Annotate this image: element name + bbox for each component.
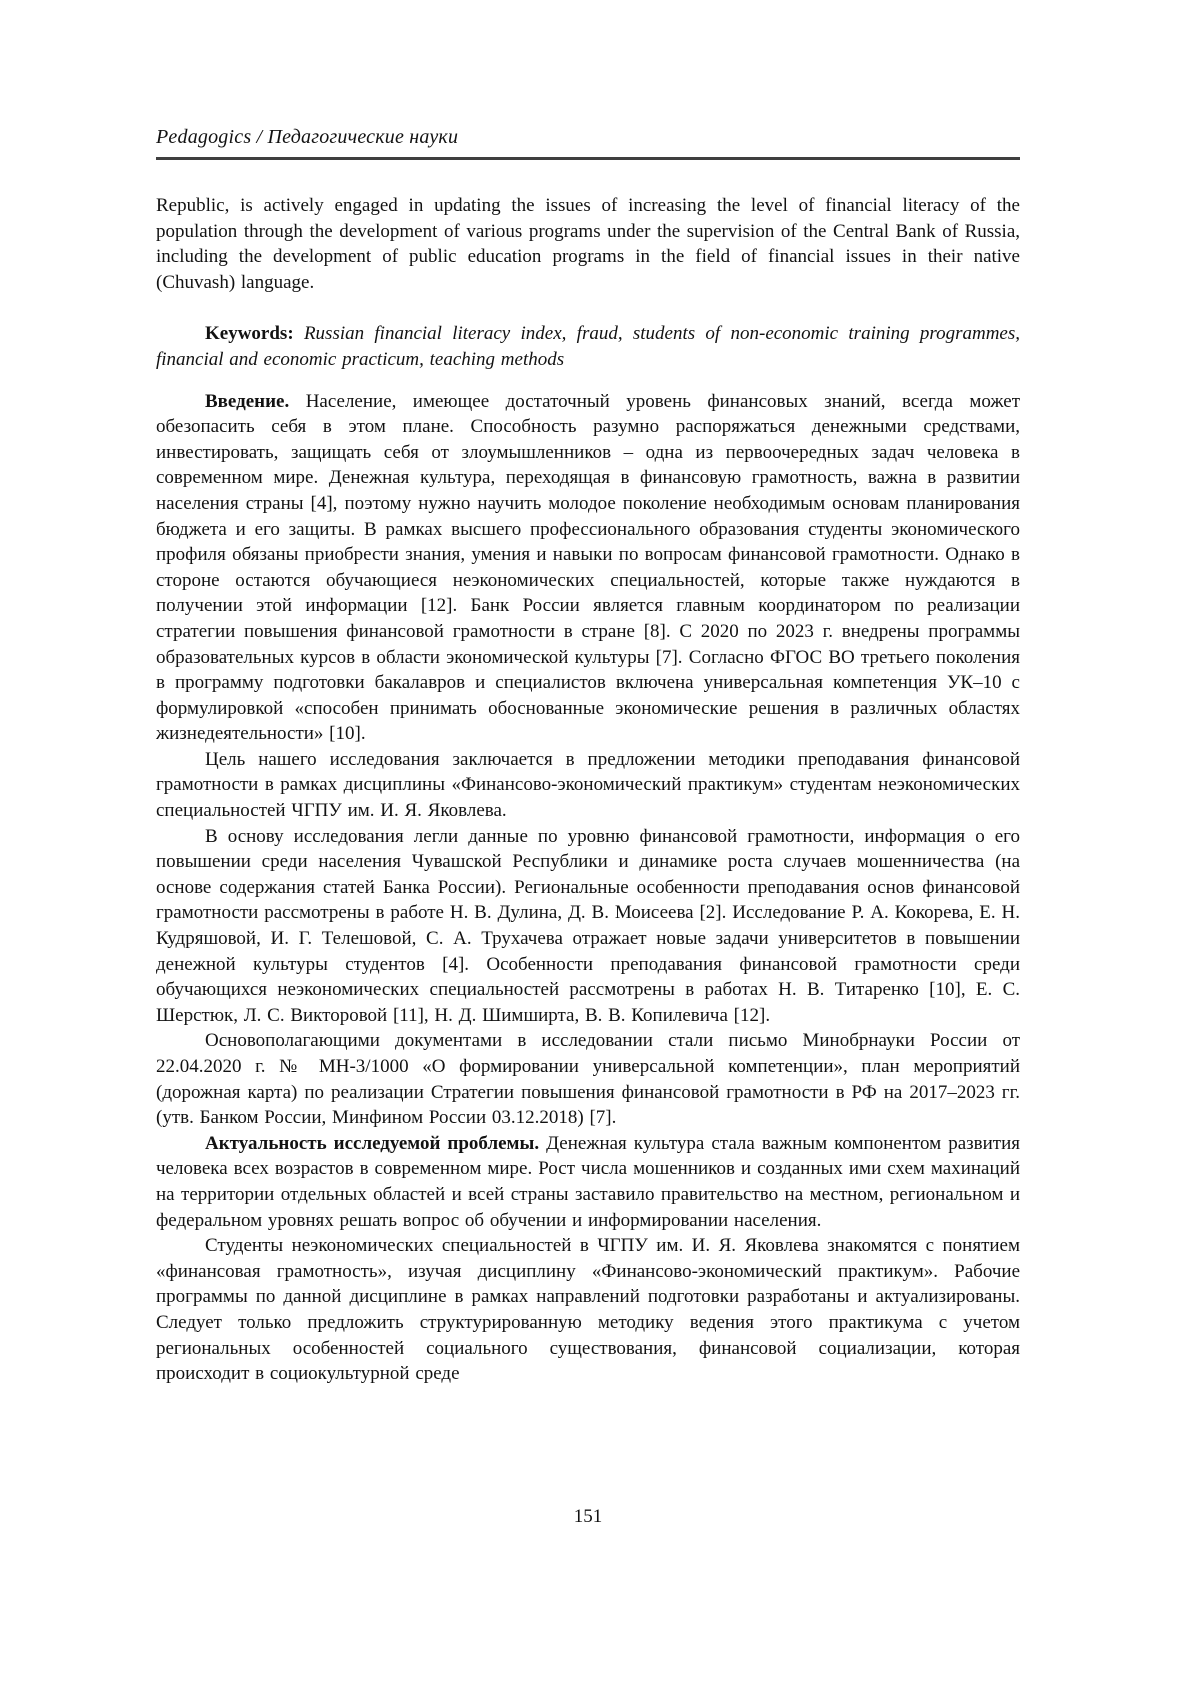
paragraph-students bbox=[156, 1233, 1020, 1387]
paragraph-research-basis bbox=[156, 824, 1020, 1029]
keywords-text: Russian financial literacy index, fraud, students of non-economic training programmes, financial and economic practicum, teaching methods bbox=[156, 323, 1020, 370]
paragraph-lead: Введение. bbox=[205, 390, 306, 412]
keywords-paragraph bbox=[156, 321, 1020, 372]
running-header: Pedagogics / Педагогические науки bbox=[156, 126, 459, 148]
paragraph-introduction bbox=[156, 389, 1020, 747]
paragraph-text: Денежная культура стала важным компонентом развития человека всех возрастов в современном мире. Рост числа мошенников и созданных ими схем махинаций на территории отдельных областей и всей страны заставило правительство на местном, региональном и федеральном уровнях решать вопрос об обучении и информировании населения. bbox=[156, 1132, 1020, 1231]
text-column bbox=[156, 126, 1020, 1387]
paragraph-text: В основу исследования легли данные по уровню финансовой грамотности, информация о его повышении среди населения Чувашской Республики и динамике роста случаев мошенничества (на основе содержания статей Банка России). Региональные особенности преподавания основ финансовой грамотности рассмотрены в работе Н. В. Дулина, Д. В. Моисеева [2]. Исследование Р. А. Кокорева, Е. Н. Кудряшовой, И. Г. Телешовой, С. А. Трухачева отражает новые задачи университетов в повышении денежной культуры студентов [4]. Особенности преподавания финансовой грамотности среди обучающихся неэкономических специальностей рассмотрены в работах Н. В. Титаренко [10], Е. С. Шерстюк, Л. С. Викторовой [11], Н. Д. Шимширта, В. В. Копилевича [12]. bbox=[156, 825, 1020, 1026]
paragraph-relevance bbox=[156, 1131, 1020, 1233]
paragraph-text: Население, имеющее достаточный уровень финансовых знаний, всегда может обезопасить себя в этом плане. Способность разумно распоряжаться денежными средствами, инвестировать, защищать себя от злоумышленников – одна из первоочередных задач человека в современном мире. Денежная культура, переходящая в финансовую грамотность, важна в развитии населения страны [4], поэтому нужно научить молодое поколение необходимым основам планирования бюджета и его защиты. В рамках высшего профессионального образования студенты экономического профиля обязаны приобрести знания, умения и навыки по вопросам финансовой грамотности. Однако в стороне остаются обучающиеся неэкономических специальностей, которые также нуждаются в получении этой информации [12]. Банк России является главным координатором по реализации стратегии повышения финансовой грамотности в стране [8]. С 2020 по 2023 г. внедрены программы образовательных курсов в области экономической культуры [7]. Согласно ФГОС ВО третьего поколения в программу подготовки бакалавров и специалистов включена универсальная компетенция УК–10 с формулировкой «способен принимать обоснованные экономические решения в различных областях жизнедеятельности» [10]. bbox=[156, 390, 1020, 745]
paragraph-text: Основополагающими документами в исследовании стали письмо Минобрнауки России от 22.04.2020 г. № МН-3/1000 «О формировании универсальной компетенции», план мероприятий (дорожная карта) по реализации Стратегии повышения финансовой грамотности в РФ на 2017–2023 гг. (утв. Банком России, Минфином России 03.12.2018) [7]. bbox=[156, 1030, 1020, 1129]
paragraph-english-continuation: Republic, is actively engaged in updating the issues of increasing the level of financial literacy of the population through the development of various programs under the supervision of the Central Bank of Russia, including the development of public education programs in the field of financial issues in their native (Chuvash) language. bbox=[156, 195, 1020, 293]
page-number: 151 bbox=[573, 1506, 603, 1527]
paragraph-text: Студенты неэкономических специальностей в ЧГПУ им. И. Я. Яковлева знакомятся с понятием «финансовая грамотность», изучая дисциплину «Финансово-экономический практикум». Рабочие программы по данной дисциплине в рамках направлений подготовки разработаны и актуализированы. Следует только предложить структурированную методику ведения этого практикума с учетом региональных особенностей социального существования, финансовой социализации, которая происходит в социокультурной среде bbox=[156, 1235, 1020, 1385]
keywords-label: Keywords: bbox=[205, 323, 294, 345]
paragraph-foundational-documents bbox=[156, 1028, 1020, 1130]
paragraph-lead: Актуальность исследуемой проблемы. bbox=[205, 1132, 547, 1154]
paragraph-goal bbox=[156, 747, 1020, 824]
paragraph-text: Цель нашего исследования заключается в предложении методики преподавания финансовой грамотности в рамках дисциплины «Финансово-экономический практикум» студентам неэкономических специальностей ЧГПУ им. И. Я. Яковлева. bbox=[156, 748, 1020, 822]
header-rule-divider bbox=[156, 157, 1020, 160]
